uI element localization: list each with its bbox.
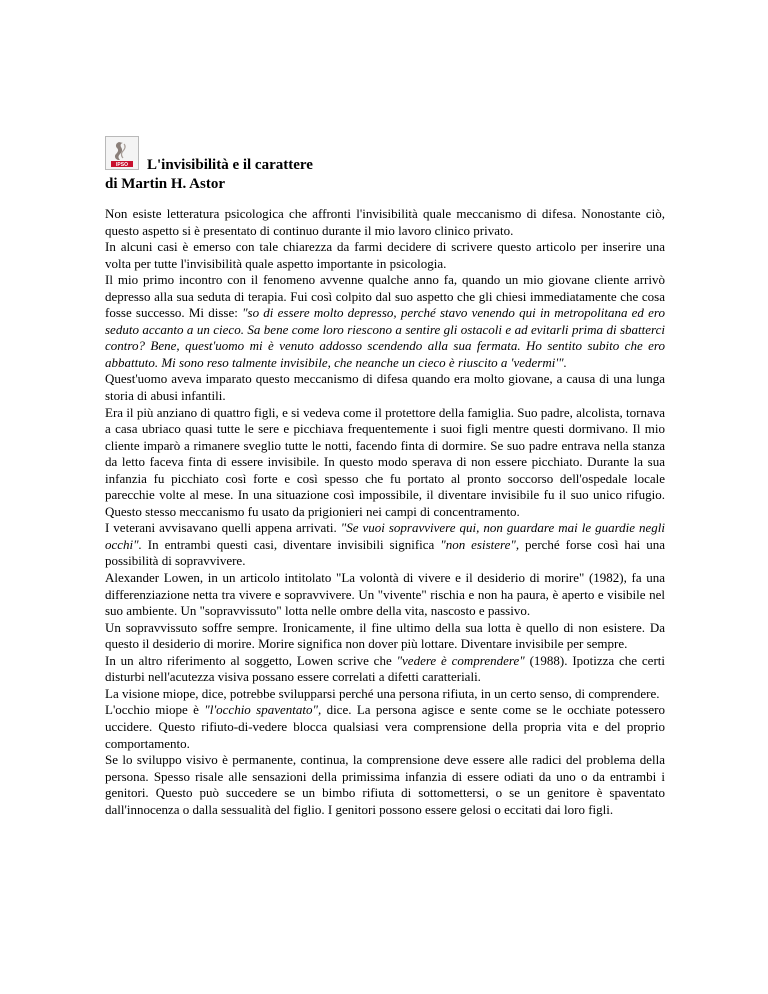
quote-italic: "vedere è comprendere" [396, 652, 525, 668]
logo-text: IPSO [116, 162, 128, 168]
text-run: L'occhio miope è [105, 702, 205, 718]
text-run: I veterani avvisavano quelli appena arrivati. [105, 520, 341, 536]
paragraph: Un sopravvissuto soffre sempre. Ironicamente, il fine ultimo della sua lotta è quello di non esistere. Da questo il desiderio di morire. Morire significa non dover più lottare. Diventare invisibile per sempre. [105, 619, 665, 652]
paragraph [105, 272, 665, 371]
quote-italic: "Se vuoi sopravvivere qui, non guardare mai le guardie negli occhi". [105, 520, 666, 552]
paragraph [105, 702, 665, 752]
ipso-logo-icon [106, 137, 138, 169]
quote-italic: "non esistere", [440, 536, 520, 552]
text-run: In un altro riferimento al soggetto, Lowen scrive che [105, 652, 397, 668]
paragraph: Quest'uomo aveva imparato questo meccanismo di difesa quando era molto giovane, a causa di una lunga storia di abusi infantili. [105, 371, 665, 404]
paragraph: Se lo sviluppo visivo è permanente, continua, la comprensione deve essere alle radici del problema della persona. Spesso risale alle sensazioni della primissima infanzia di essere odiati da uno o da entrambi i genitori. Questo può succedere se un bimbo rifiuta di sottomettersi, o se un genitore è spaventato dall'innocenza o dalla sessualità del figlio. I genitori possono essere gelosi o eccitati dai loro figli. [105, 752, 665, 817]
text-run: perché forse così hai una possibilità di sopravvivere. [105, 536, 665, 569]
text-run: In entrambi questi casi, diventare invisibili significa [141, 536, 441, 552]
document-page [105, 136, 665, 818]
article-title: L'invisibilità e il carattere [147, 157, 313, 173]
quote-italic: "l'occhio spaventato", [204, 702, 322, 718]
text-run: (1988). Ipotizza che certi disturbi nell'acutezza visiva possano essere correlati a difetti caratteriali. [105, 652, 666, 685]
paragraph: La visione miope, dice, potrebbe svilupparsi perché una persona rifiuta, in un certo senso, di comprendere. [105, 685, 660, 701]
paragraph: Alexander Lowen, in un articolo intitolato "La volontà di vivere e il desiderio di morire" (1982), fa una differenziazione netta tra vivere e sopravvivere. Un "vivente" rischia e non ha paura, è aperto e visibile nel suo ambiente. Un "sopravvissuto" lotta nelle ombre della vita, nascosto e passivo. [105, 570, 665, 619]
ipso-logo [105, 136, 139, 170]
paragraph [105, 653, 665, 686]
article-body [105, 206, 665, 818]
article-author: di Martin H. Astor [105, 176, 225, 192]
quote-italic: "so di essere molto depresso, perché stavo venendo qui in metropolitana ed ero seduto accanto a un cieco. Sa bene come loro riescono a sentire gli ostacoli e ad evitarli prima di sbatterci contro? Bene, quest'uomo mi è venuto addosso scendendo alla sua fermata. Ho sentito subito che ero abbattuto. Mi sono reso talmente invisibile, che neanche un cieco è riuscito a 'vedermi'". [105, 305, 665, 370]
text-run: Il mio primo incontro con il fenomeno avvenne qualche anno fa, quando un mio giovane cliente arrivò depresso alla sua seduta di terapia. Fui così colpito dal suo aspetto che gli chiesi immediatamente che cosa fosse successo. Mi disse: [105, 272, 665, 321]
paragraph [105, 520, 665, 570]
text-run: dice. La persona agisce e sente come se le occhiate potessero uccidere. Questo rifiuto-di-vedere blocca qualsiasi vera comprensione della propria vita e del proprio comportamento. [105, 702, 665, 751]
paragraph: Non esiste letteratura psicologica che affronti l'invisibilità quale meccanismo di difesa. Nonostante ciò, questo aspetto si è presentato di continuo durante il mio lavoro clinico privato. [105, 206, 665, 238]
paragraph: In alcuni casi è emerso con tale chiarezza da farmi decidere di scrivere questo articolo per inserire una volta per tutte l'invisibilità quale aspetto importante in psicologia. [105, 239, 665, 271]
paragraph: Era il più anziano di quattro figli, e si vedeva come il protettore della famiglia. Suo padre, alcolista, tornava a casa ubriaco quasi tutte le sere e picchiava frequentemente i suoi figli mentre questi dormivano. Il mio cliente imparò a rimanere sveglio tutte le notti, facendo finta di dormire. Se suo padre entrava nella stanza da letto faceva finta di essere invisibile. In questo modo sperava di non essere picchiato. Durante la sua infanzia fu picchiato così forte e così spesso che fu portato al pronto soccorso dell'ospedale locale parecchie volte al mese. In una situazione così impossibile, il diventare invisibile fu il suo unico rifugio. Questo stesso meccanismo fu usato da prigionieri nei campi di concentramento. [105, 404, 665, 519]
article-header [105, 136, 665, 194]
